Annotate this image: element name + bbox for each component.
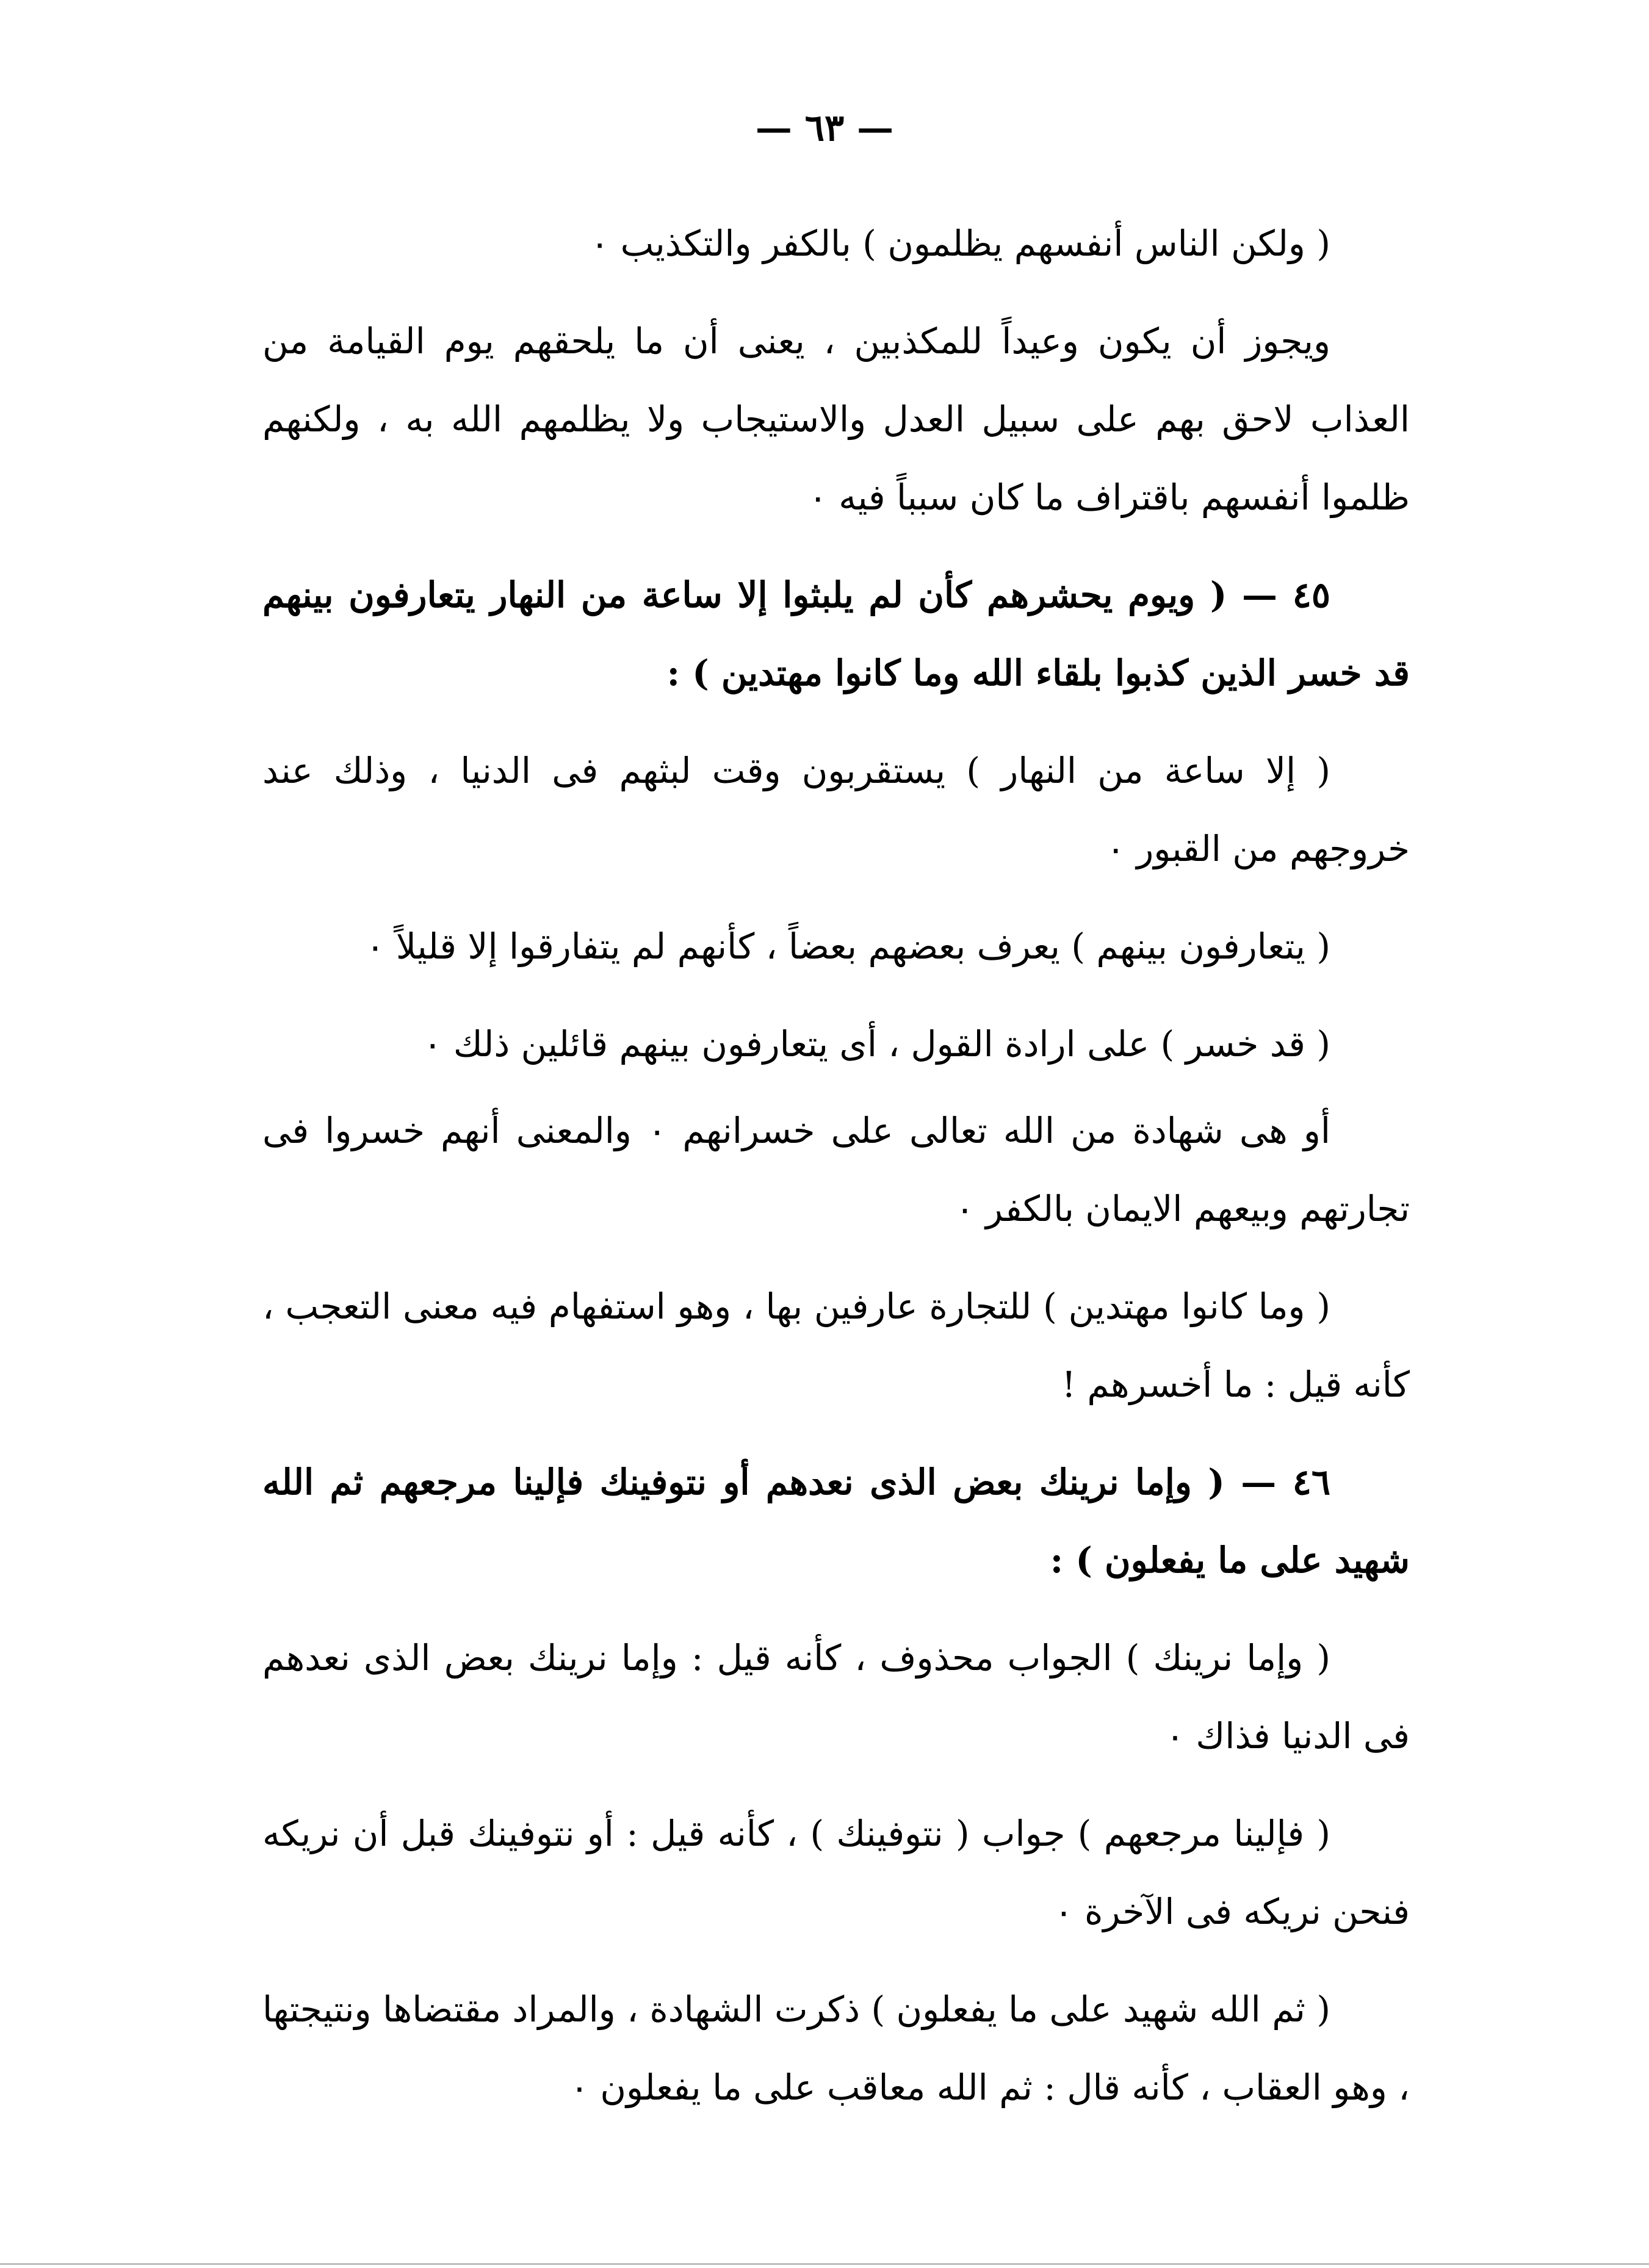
paragraph-gap — [262, 1784, 1410, 1795]
paragraph-gap — [262, 721, 1410, 732]
paragraph-6: أو هى شهادة من الله تعالى على خسرانهم ٠ والمعنى أنهم خسروا فى تجارتهم وبيعهم الايمان بالكفر ٠ — [262, 1110, 1410, 1229]
paragraph-4: ( يتعارفون بينهم ) يعرف بعضهم بعضاً ، كأنهم لم يتفارقوا إلا قليلاً ٠ — [366, 926, 1330, 967]
paragraph-1: ( ولكن الناس أنفسهم يظلمون ) بالكفر والتكذيب ٠ — [590, 223, 1330, 264]
page-body — [262, 204, 1410, 2135]
paragraph-10: ( ثم الله شهيد على ما يفعلون ) ذكرت الشهادة ، والمراد مقتضاها ونتيجتها ، وهو العقاب ، كأنه قال : ثم الله معاقب على ما يفعلون ٠ — [262, 1989, 1410, 2108]
paragraph-gap — [262, 1432, 1410, 1443]
paragraph-gap — [262, 291, 1410, 302]
paragraph-gap — [262, 1959, 1410, 1970]
verse-46: ٤٦ — ( وإما نرينك بعض الذى نعدهم أو نتوفينك فإلينا مرجعهم ثم الله شهيد على ما يفعلون ) : — [262, 1461, 1410, 1581]
paragraph-7: ( وما كانوا مهتدين ) للتجارة عارفين بها ، وهو استفهام فيه معنى التعجب ، كأنه قيل : ما أخسرهم ! — [262, 1286, 1410, 1405]
paragraph-9: ( فإلينا مرجعهم ) جواب ( نتوفينك ) ، كأنه قيل : أو نتوفينك قبل أن نريكه فنحن نريكه فى الآخرة ٠ — [262, 1813, 1410, 1932]
paragraph-gap — [262, 896, 1410, 907]
paragraph-gap — [262, 1608, 1410, 1619]
verse-45: ٤٥ — ( ويوم يحشرهم كأن لم يلبثوا إلا ساعة من النهار يتعارفون بينهم قد خسر الذين كذبوا بلقاء الله وما كانوا مهتدين ) : — [262, 574, 1410, 694]
paragraph-gap — [262, 1256, 1410, 1267]
page-number: — ٦٣ — — [755, 107, 894, 149]
paragraph-5: ( قد خسر ) على ارادة القول ، أى يتعارفون بينهم قائلين ذلك ٠ — [423, 1023, 1330, 1065]
paragraph-gap — [262, 994, 1410, 1005]
paragraph-8: ( وإما نرينك ) الجواب محذوف ، كأنه قيل : وإما نرينك بعض الذى نعدهم فى الدنيا فذاك ٠ — [262, 1637, 1410, 1757]
paragraph-2: ويجوز أن يكون وعيداً للمكذبين ، يعنى أن ما يلحقهم يوم القيامة من العذاب لاحق بهم على سبيل العدل والاستيجاب ولا يظلمهم الله به ، ولكنهم ظلموا أنفسهم باقتراف ما كان سبباً فيه ٠ — [262, 320, 1410, 518]
scan-bottom-edge — [0, 2263, 1649, 2265]
paragraph-gap — [262, 545, 1410, 556]
paragraph-3: ( إلا ساعة من النهار ) يستقربون وقت لبثهم فى الدنيا ، وذلك عند خروجهم من القبور ٠ — [262, 750, 1410, 869]
